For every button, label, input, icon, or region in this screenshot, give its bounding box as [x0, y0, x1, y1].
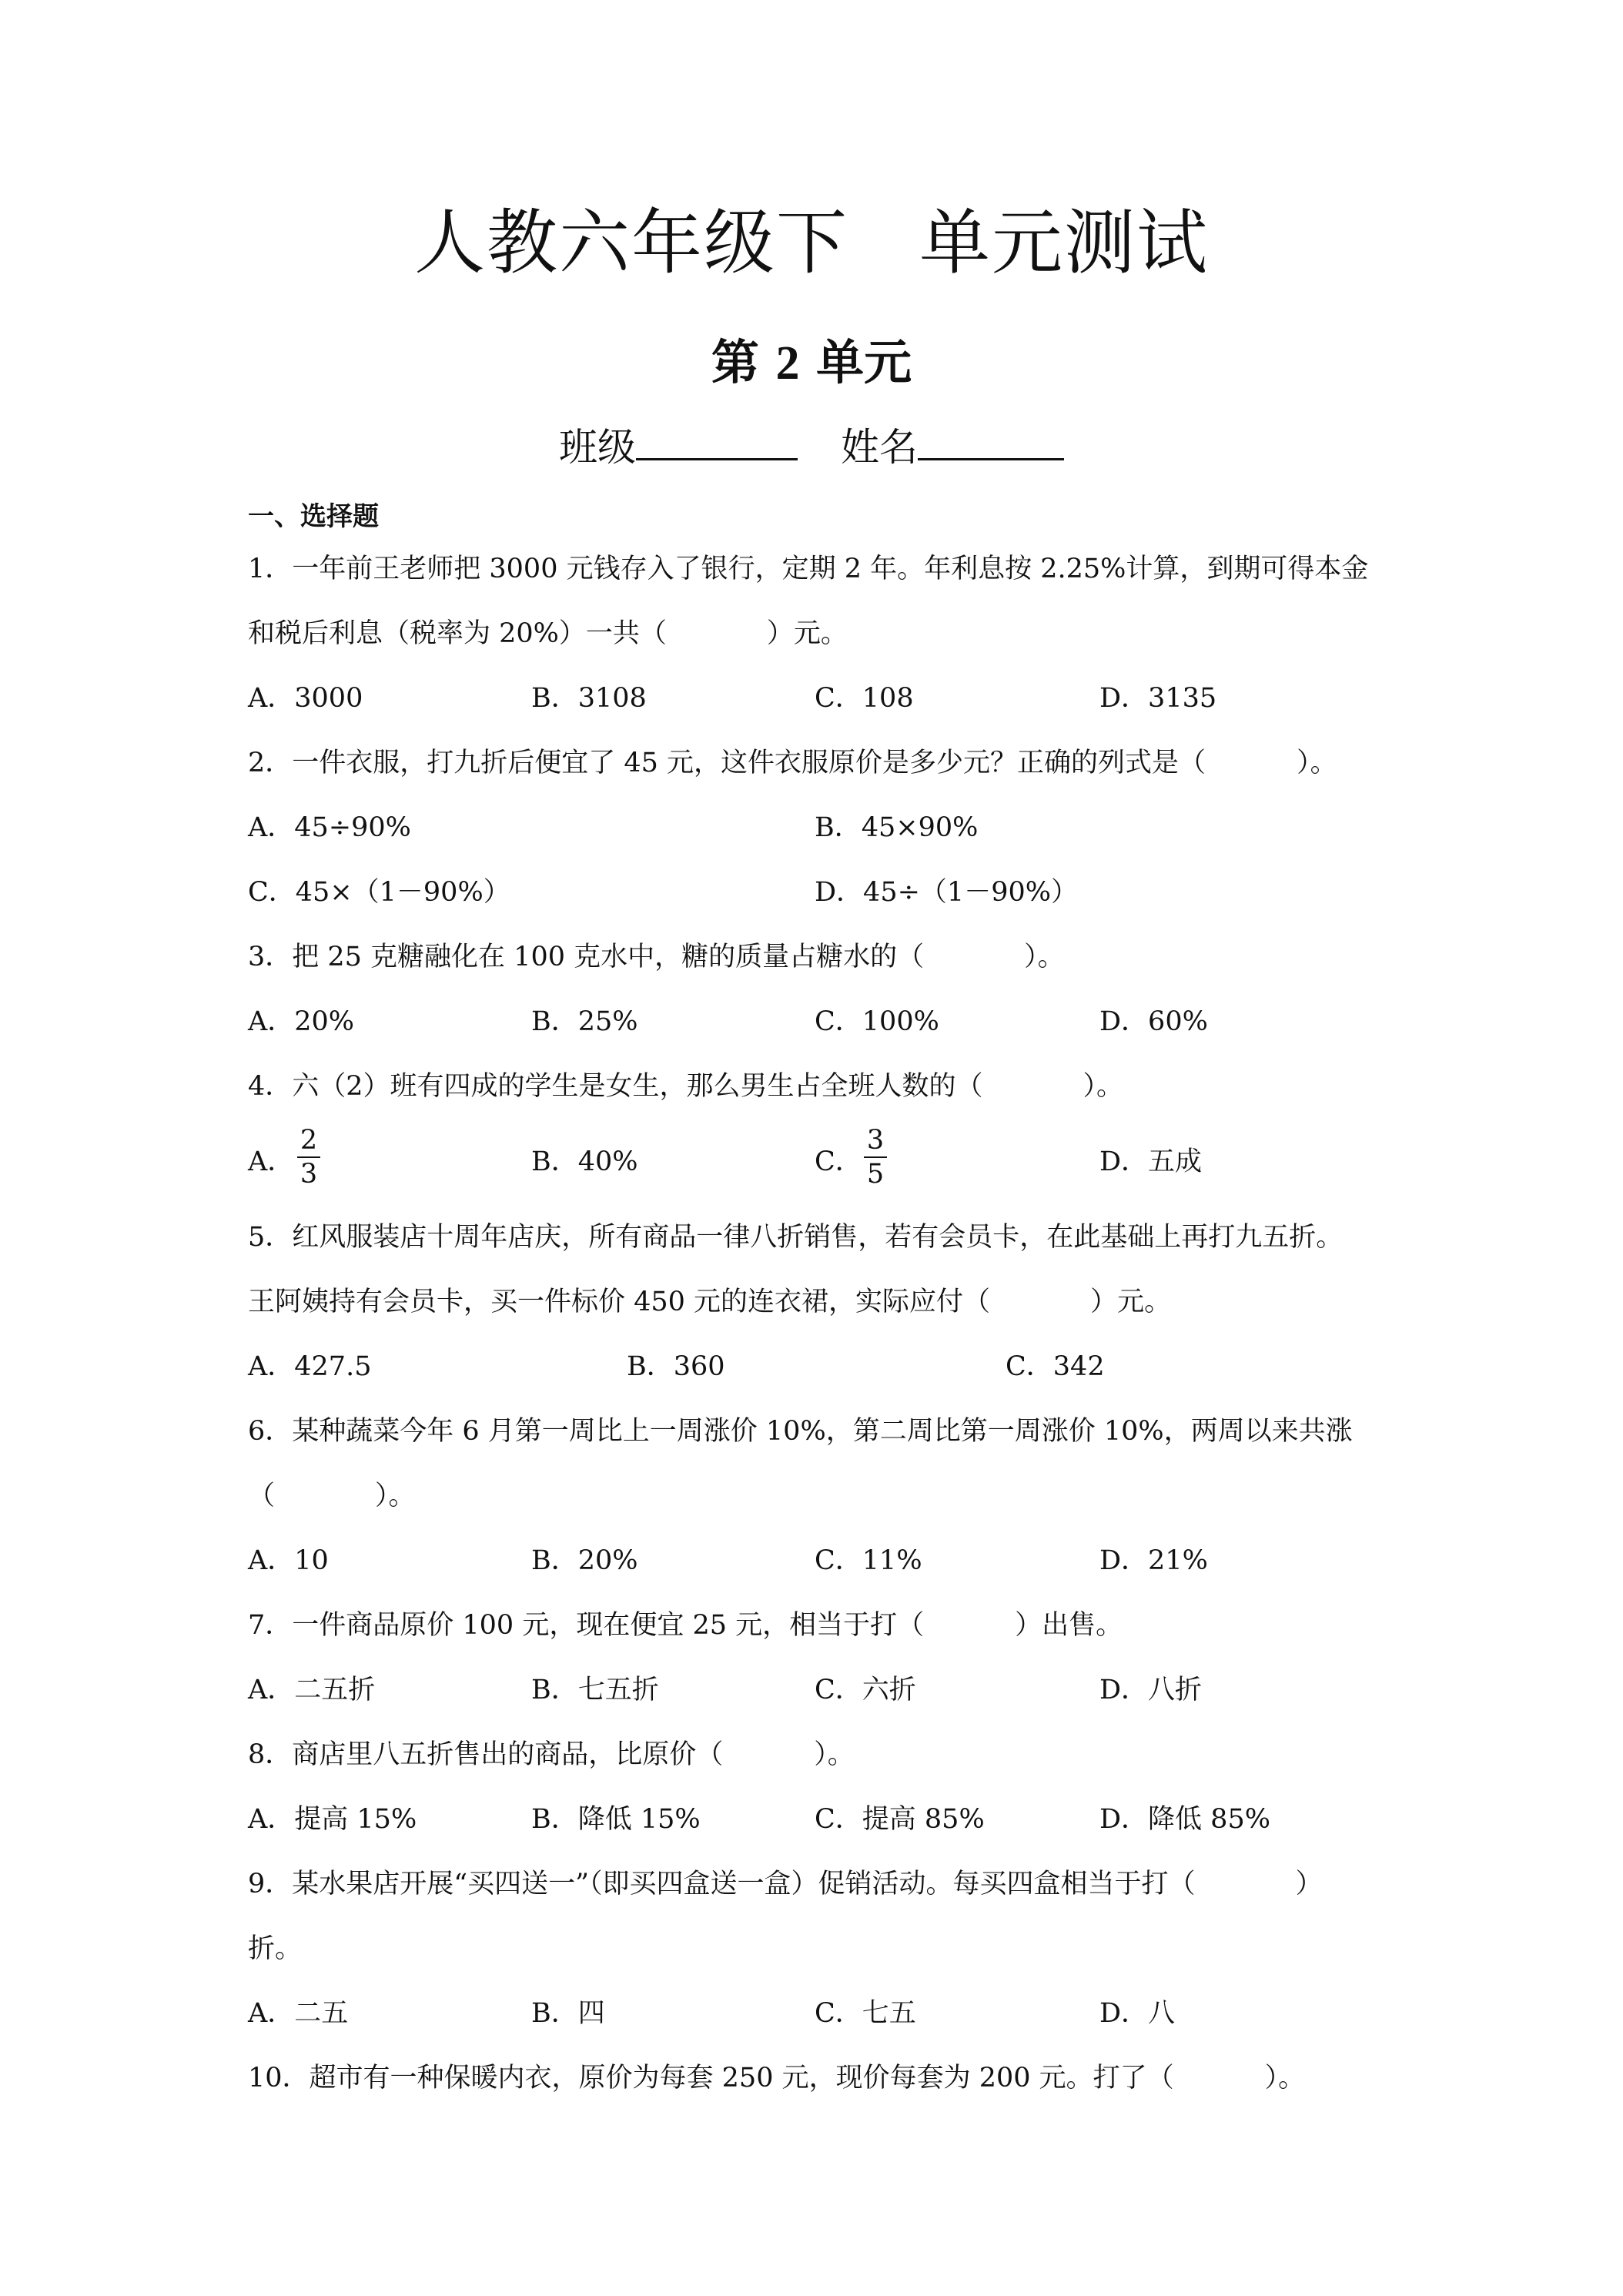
student-info-line	[0, 425, 1623, 470]
class-blank[interactable]	[636, 458, 798, 460]
question-3-line-1: 3．把 25 克糖融化在 100 克水中，糖的质量占糖水的（ ）。	[248, 942, 1065, 972]
q8-option-c[interactable]: C．提高 85%	[815, 1804, 985, 1835]
q6-option-a[interactable]: A．10	[248, 1545, 329, 1576]
subtitle-prefix: 第	[711, 334, 759, 390]
question-6-line-2: （ ）。	[248, 1481, 416, 1511]
q3-option-b[interactable]: B．25%	[531, 1006, 638, 1037]
q5-option-b[interactable]: B．360	[627, 1351, 725, 1382]
q2-option-c[interactable]: C．45×（1－90%）	[248, 877, 510, 908]
name-label: 姓名	[841, 425, 918, 470]
question-5-line-2: 王阿姨持有会员卡，买一件标价 450 元的连衣裙，实际应付（ ）元。	[248, 1287, 1172, 1317]
q2-option-b[interactable]: B．45×90%	[815, 812, 979, 843]
question-10-line-1: 10．超市有一种保暖内衣，原价为每套 250 元，现价每套为 200 元。打了（ ）。	[248, 2063, 1306, 2094]
question-9-line-2: 折。	[248, 1933, 303, 1964]
name-blank[interactable]	[918, 458, 1064, 460]
fraction-denominator: 5	[866, 1159, 885, 1190]
question-5-line-1: 5．红风服装店十周年店庆，所有商品一律八折销售，若有会员卡，在此基础上再打九五折。	[248, 1222, 1344, 1253]
q9-option-c[interactable]: C．七五	[815, 1998, 916, 2029]
subtitle-number: 2	[775, 337, 800, 390]
q1-option-c[interactable]: C．108	[815, 683, 914, 714]
q8-option-a[interactable]: A．提高 15%	[248, 1804, 417, 1835]
fraction-bar	[864, 1156, 887, 1158]
q5-option-a[interactable]: A．427.5	[248, 1351, 372, 1382]
q4-fraction-c	[864, 1127, 887, 1188]
fraction-numerator: 3	[866, 1125, 885, 1156]
page-title	[0, 202, 1623, 284]
q1-option-a[interactable]: A．3000	[248, 683, 363, 714]
q2-option-a[interactable]: A．45÷90%	[248, 812, 411, 843]
q3-option-d[interactable]: D．60%	[1099, 1006, 1208, 1037]
question-9-line-1: 9．某水果店开展“买四送一”（即买四盒送一盒）促销活动。每买四盒相当于打（ ）	[248, 1869, 1323, 1899]
q9-option-d[interactable]: D．八	[1099, 1998, 1176, 2029]
q7-option-d[interactable]: D．八折	[1099, 1675, 1203, 1705]
section-title: 一、选择题	[248, 501, 379, 532]
fraction-numerator: 2	[300, 1125, 318, 1156]
class-label: 班级	[559, 425, 636, 470]
fraction-denominator: 3	[300, 1159, 318, 1190]
q3-option-c[interactable]: C．100%	[815, 1006, 939, 1037]
q4-option-b[interactable]: B．40%	[531, 1146, 638, 1177]
question-1-line-1: 1．一年前王老师把 3000 元钱存入了银行，定期 2 年。年利息按 2.25%计算，到期可得本金	[248, 554, 1369, 584]
subtitle-suffix: 单元	[816, 334, 912, 390]
question-6-line-1: 6．某种蔬菜今年 6 月第一周比上一周涨价 10%，第二周比第一周涨价 10%，两周以来共涨	[248, 1416, 1353, 1447]
q9-option-b[interactable]: B．四	[531, 1998, 605, 2029]
q4-fraction-a	[297, 1127, 320, 1188]
q6-option-b[interactable]: B．20%	[531, 1545, 638, 1576]
question-8-line-1: 8．商店里八五折售出的商品，比原价（ ）。	[248, 1739, 855, 1770]
q6-option-c[interactable]: C．11%	[815, 1545, 922, 1576]
question-1-line-2: 和税后利息（税率为 20%）一共（ ）元。	[248, 618, 848, 649]
q7-option-a[interactable]: A．二五折	[248, 1675, 376, 1705]
q8-option-d[interactable]: D．降低 85%	[1099, 1804, 1270, 1835]
title-part2: 单元测试	[919, 202, 1210, 284]
q4-option-d[interactable]: D．五成	[1099, 1146, 1203, 1177]
q7-option-b[interactable]: B．七五折	[531, 1675, 659, 1705]
q9-option-a[interactable]: A．二五	[248, 1998, 349, 2029]
q3-option-a[interactable]: A．20%	[248, 1006, 355, 1037]
question-4-line-1: 4．六（2）班有四成的学生是女生，那么男生占全班人数的（ ）。	[248, 1071, 1124, 1102]
q6-option-d[interactable]: D．21%	[1099, 1545, 1208, 1576]
q1-option-d[interactable]: D．3135	[1099, 683, 1217, 714]
q8-option-b[interactable]: B．降低 15%	[531, 1804, 701, 1835]
q4-option-a[interactable]: A．	[248, 1146, 295, 1177]
question-7-line-1: 7．一件商品原价 100 元，现在便宜 25 元，相当于打（ ）出售。	[248, 1610, 1123, 1641]
q5-option-c[interactable]: C．342	[1006, 1351, 1105, 1382]
q2-option-d[interactable]: D．45÷（1－90%）	[815, 877, 1078, 908]
q1-option-b[interactable]: B．3108	[531, 683, 647, 714]
q7-option-c[interactable]: C．六折	[815, 1675, 916, 1705]
unit-subtitle	[0, 334, 1623, 390]
fraction-bar	[297, 1156, 320, 1158]
question-2-line-1: 2．一件衣服，打九折后便宜了 45 元，这件衣服原价是多少元？正确的列式是（ ）。	[248, 748, 1337, 778]
q4-option-c[interactable]: C．	[815, 1146, 862, 1177]
title-part1: 人教六年级下	[413, 202, 848, 284]
